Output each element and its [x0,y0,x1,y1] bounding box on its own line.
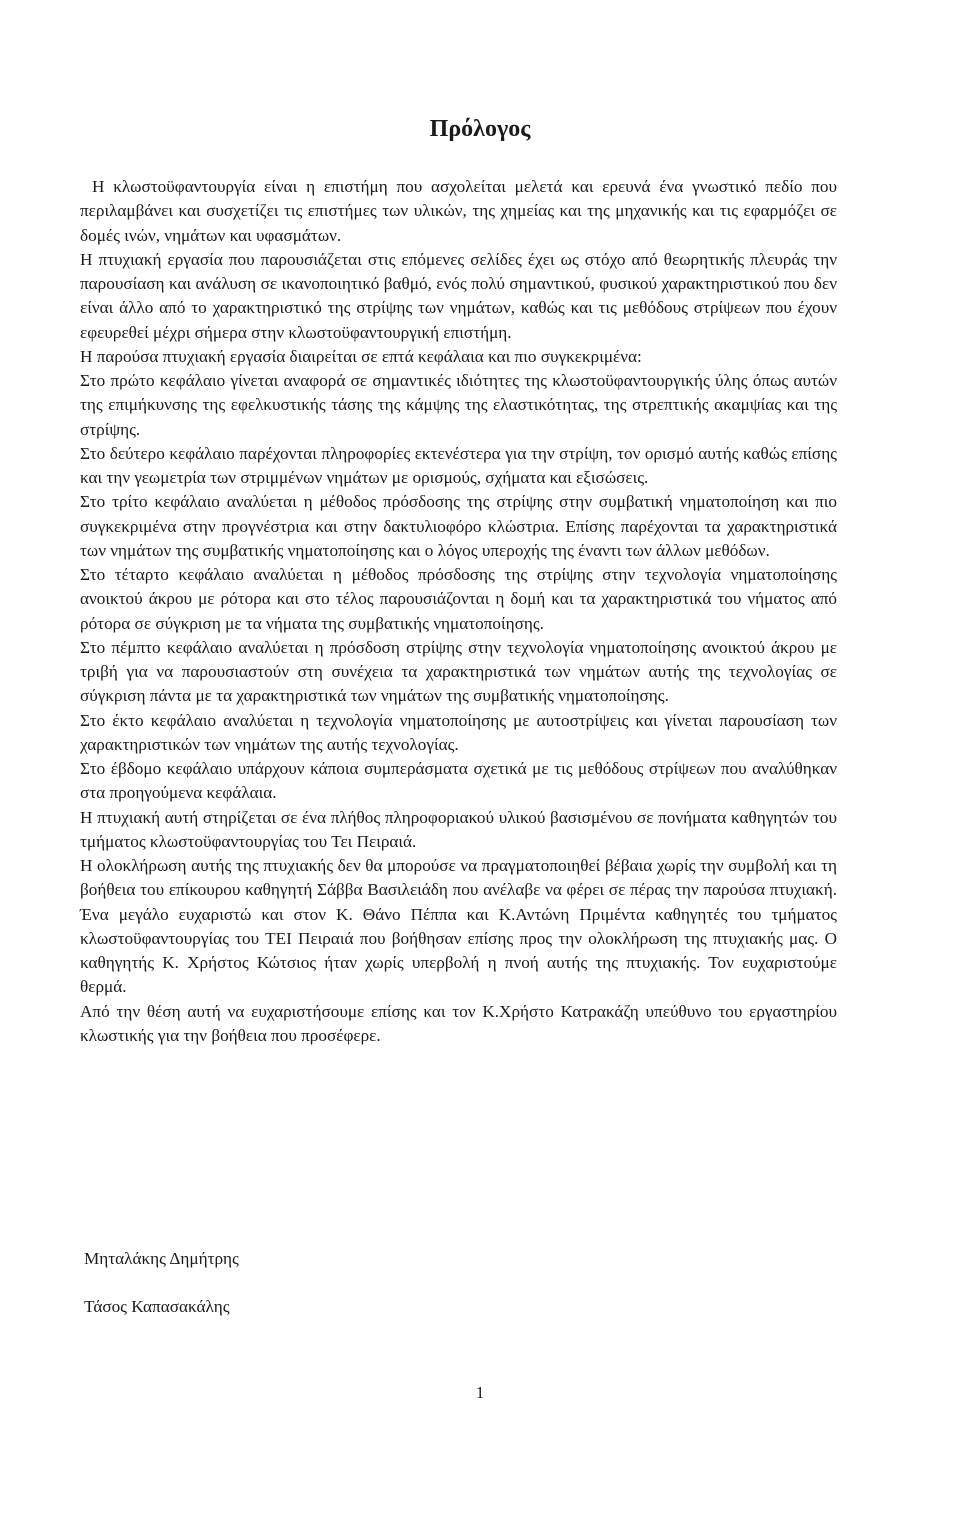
paragraph: Η παρούσα πτυχιακή εργασία διαιρείται σε επτά κεφάλαια και πιο συγκεκριμένα: [80,346,642,366]
paragraph: Στο έβδομο κεφάλαιο υπάρχουν κάποια συμπεράσματα σχετικά με τις μεθόδους στρίψεων που αναλύθηκαν στα προηγούμενα κεφάλαια. [80,759,837,803]
paragraph: Στο έκτο κεφάλαιο αναλύεται η τεχνολογία νηματοποίησης με αυτοστρίψεις και γίνεται παρουσίαση των χαρακτηριστικών των νημάτων της αυτής τεχνολογίας. [80,710,837,754]
paragraph: Η κλωστοϋφαντουργία είναι η επιστήμη που ασχολείται μελετά και ερευνά ένα γνωστικό πεδίο που περιλαμβάνει και συσχετίζει τις επιστήμες των υλικών, της χημείας και της μηχανικής και τις εφαρμόζει σε δομές ινών, νημάτων και υφασμάτων. [80,177,837,245]
paragraph: Στο πρώτο κεφάλαιο γίνεται αναφορά σε σημαντικές ιδιότητες της κλωστοϋφαντουργικής ύλης όπως αυτών της επιμήκυνσης της εφελκυστικής τάσης της κάμψης της ελαστικότητας, της στρεπτικής ακαμψίας και της στρίψης. [80,371,837,439]
signature-author-1: Μηταλάκης Δημήτρης [84,1249,239,1268]
prologue-body [80,175,837,1048]
page-title: Πρόλογος [429,116,531,142]
paragraph: Στο τρίτο κεφάλαιο αναλύεται η μέθοδος πρόσδοσης της στρίψης στην συμβατική νηματοποίηση και πιο συγκεκριμένα στην προγνέστρια και στην δακτυλιοφόρο κλώστρια. Επίσης παρέχονται τα χαρακτηριστικά των νημάτων της συμβατικής νηματοποίησης και ο λόγος υπεροχής της έναντι των άλλων μεθόδων. [80,492,837,560]
paragraph: Στο δεύτερο κεφάλαιο παρέχονται πληροφορίες εκτενέστερα για την στρίψη, τον ορισμό αυτής καθώς επίσης και την γεωμετρία των στριμμένων νημάτων με ορισμούς, σχήματα και εξισώσεις. [80,443,837,487]
paragraph: Η πτυχιακή εργασία που παρουσιάζεται στις επόμενες σελίδες έχει ως στόχο από θεωρητικής πλευράς την παρουσίαση και ανάλυση σε ικανοποιητικό βαθμό, ενός πολύ σημαντικού, φυσικού χαρακτηριστικού που δεν είναι άλλο από το χαρακτηριστικό της στρίψης των νημάτων, καθώς και τις μεθόδους στρίψεων που έχουν εφευρεθεί μέχρι σήμερα στην κλωστοϋφαντουργική επιστήμη. [80,249,837,342]
paragraph: Η πτυχιακή αυτή στηρίζεται σε ένα πλήθος πληροφοριακού υλικού βασισμένου σε πονήματα καθηγητών του τμήματος κλωστοϋφαντουργίας του Τει Πειραιά. [80,807,837,851]
paragraph: Στο πέμπτο κεφάλαιο αναλύεται η πρόσδοση στρίψης στην τεχνολογία νηματοποίησης ανοικτού άκρου με τριβή για να παρουσιαστούν στη συνέχεια τα χαρακτηριστικά των νημάτων αυτής της τεχνολογίας σε σύγκριση πάντα με τα χαρακτηριστικά των νημάτων της συμβατικής νηματοποίησης. [80,637,837,706]
page-number: 1 [475,1383,485,1402]
paragraph: Από την θέση αυτή να ευχαριστήσουμε επίσης και τον Κ.Χρήστο Κατρακάζη υπεύθυνο του εργαστηρίου κλωστικής για την βοήθεια που προσέφερε. [80,1001,837,1045]
signature-author-2: Τάσος Καπασακάλης [84,1297,230,1316]
paragraph: Η ολοκλήρωση αυτής της πτυχιακής δεν θα μπορούσε να πραγματοποιηθεί βέβαια χωρίς την συμβολή και τη βοήθεια του επίκουρου καθηγητή Σάββα Βασιλειάδη που ανέλαβε να φέρει σε πέρας την παρούσα πτυχιακή. Ένα μεγάλο ευχαριστώ και στον Κ. Θάνο Πέππα και Κ.Αντώνη Πριμέντα καθηγητές του τμήματος κλωστοϋφαντουργίας του ΤΕΙ Πειραιά που βοήθησαν επίσης προς την ολοκλήρωση της πτυχιακής μας. Ο καθηγητής Κ. Χρήστος Κώτσιος ήταν χωρίς υπερβολή η πνοή αυτής της πτυχιακής. Τον ευχαριστούμε θερμά. [80,856,837,997]
paragraph: Στο τέταρτο κεφάλαιο αναλύεται η μέθοδος πρόσδοσης της στρίψης στην τεχνολογία νηματοποίησης ανοικτού άκρου με ρότορα και στο τέλος παρουσιάζονται η δομή και τα χαρακτηριστικά του νήματος από ρότορα σε σύγκριση με τα νήματα της συμβατικής νηματοποίησης. [80,565,837,633]
